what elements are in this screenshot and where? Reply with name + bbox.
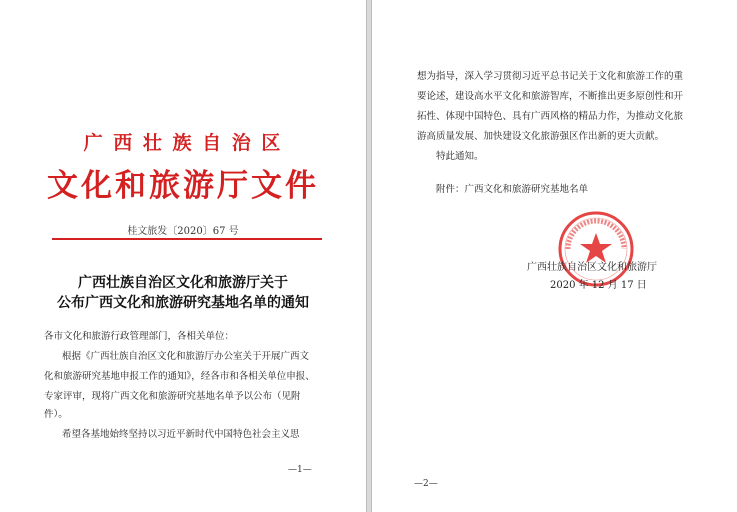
document-number: 桂文旅发〔2020〕67 号: [127, 226, 239, 237]
document-title-line-1: 广西壮族自治区文化和旅游厅关于: [78, 275, 288, 291]
attachment-line: 附件：广西文化和旅游研究基地名单: [436, 184, 589, 195]
department-header: 文化和旅游厅文件: [47, 168, 319, 204]
body-line: 专家评审，现将广西文化和旅游研究基地名单予以公布（见附: [44, 391, 301, 402]
body-line: 件）。: [44, 409, 68, 420]
signing-date: 2020 年 12 月 17 日: [550, 280, 647, 291]
body-line: 拓性、体现中国特色、具有广西风格的精品力作，为推动文化旅: [417, 111, 684, 122]
page-number: —2—: [414, 479, 438, 489]
closing-notice: 特此通知。: [436, 151, 484, 162]
signing-organization: 广西壮族自治区文化和旅游厅: [527, 262, 657, 273]
red-separator-line: [52, 238, 322, 240]
addressee-line: 各市文化和旅游行政管理部门，各相关单位：: [44, 331, 235, 342]
issuing-region-name: 广 西 壮 族 自 治 区: [83, 132, 283, 154]
body-line: 游高质量发展、加快建设文化旅游强区作出新的更大贡献。: [417, 131, 665, 142]
body-line: 根据《广西壮族自治区文化和旅游厅办公室关于开展广西文: [62, 351, 310, 362]
page-number: —1—: [288, 465, 312, 475]
body-line: 要论述，建设高水平文化和旅游智库，不断推出更多原创性和开: [417, 91, 684, 102]
body-line: 化和旅游研究基地申报工作的通知》，经各市和各相关单位申报、: [44, 371, 315, 382]
page-1: [0, 0, 366, 512]
document-title-line-2: 公布广西文化和旅游研究基地名单的通知: [57, 295, 309, 311]
body-line: 想为指导，深入学习贯彻习近平总书记关于文化和旅游工作的重: [417, 71, 684, 82]
body-line: 希望各基地始终坚持以习近平新时代中国特色社会主义思: [62, 429, 300, 440]
